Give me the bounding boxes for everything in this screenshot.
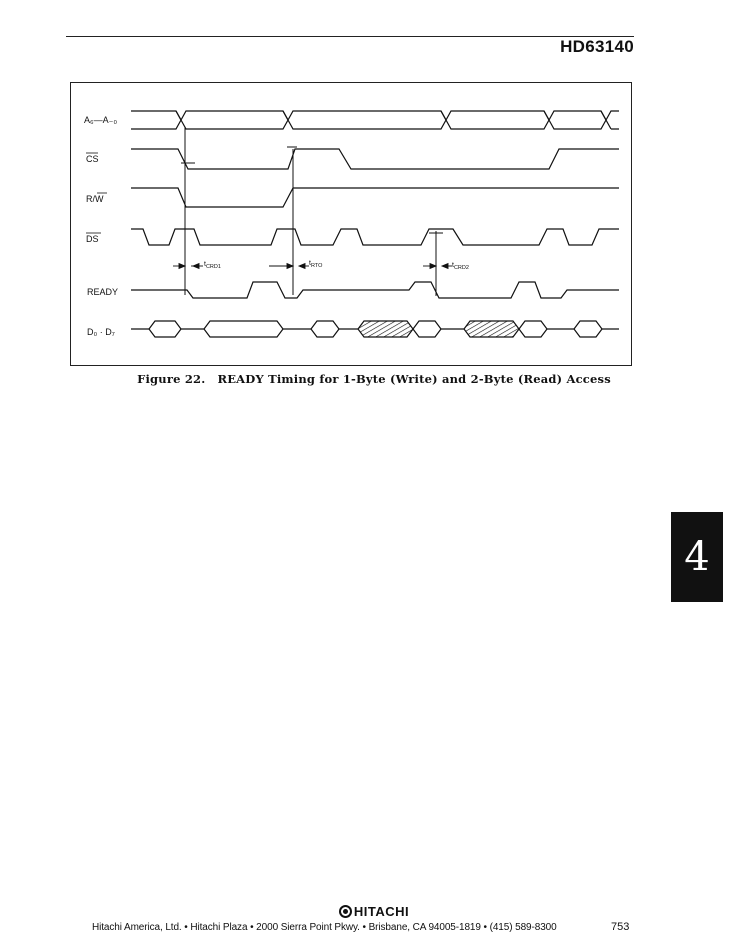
ds-waveform	[131, 229, 619, 245]
caption-text: READY Timing for 1-Byte (Write) and 2-Byte (Read) Access	[217, 372, 611, 386]
header-rule	[66, 36, 634, 37]
cs-waveform	[131, 149, 619, 169]
label-address: A₆—A₋₀	[84, 115, 118, 125]
timing-diagram	[70, 82, 632, 366]
label-data: D₀ · D₇	[87, 327, 115, 337]
label-tcrd1: $t_{CRD1}$	[204, 261, 221, 270]
section-tab: 4	[671, 512, 723, 602]
label-tcrd2: $t_{CRD2}$	[452, 262, 469, 271]
label-rw: R/W	[86, 194, 104, 204]
rw-waveform	[131, 188, 619, 207]
footer-address: Hitachi America, Ltd. • Hitachi Plaza • 2000 Sierra Point Pkwy. • Brisbane, CA 94005-1819 • (415) 589-8300	[92, 922, 557, 933]
page-number: 753	[611, 921, 630, 933]
timing-diagram-svg	[71, 83, 633, 367]
brand-name: HITACHI	[353, 904, 410, 919]
label-trto: $t_{RTO}$	[309, 260, 323, 269]
caption-number: Figure 22.	[137, 372, 206, 386]
hitachi-logo-icon	[339, 905, 352, 918]
label-ds: DS	[86, 234, 99, 244]
label-ready: READY	[87, 287, 119, 297]
part-number: HD63140	[560, 37, 634, 56]
data-bus-waveform	[131, 321, 619, 337]
timing-reference-lines	[181, 127, 443, 296]
hitachi-logo	[0, 904, 748, 919]
label-cs: CS	[86, 154, 99, 164]
figure-caption	[0, 372, 748, 386]
ready-waveform	[131, 282, 619, 298]
address-bus-waveform	[131, 111, 619, 129]
